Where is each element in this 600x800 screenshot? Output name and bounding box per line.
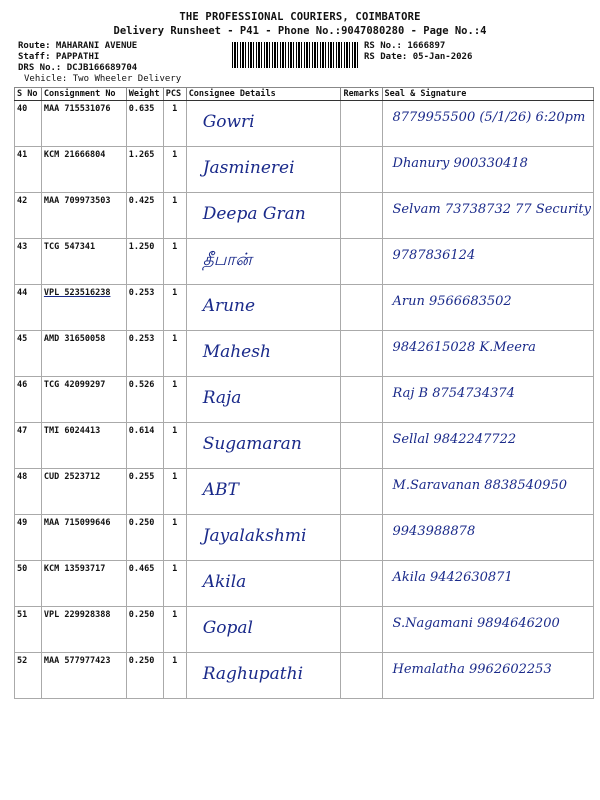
cell-sno bbox=[15, 469, 42, 515]
cell-remarks bbox=[341, 331, 382, 377]
cell-weight bbox=[126, 239, 163, 285]
handwritten-signature: Arun 9566683502 bbox=[392, 294, 512, 309]
cell-pcs-text: 1 bbox=[172, 426, 178, 436]
handwritten-signature: Akila 9442630871 bbox=[392, 570, 513, 585]
cell-consignment bbox=[41, 469, 126, 515]
cell-consignee bbox=[186, 147, 341, 193]
cell-sno bbox=[15, 653, 42, 699]
cell-remarks bbox=[341, 515, 382, 561]
cell-consignee bbox=[186, 101, 341, 147]
cell-consignment bbox=[41, 423, 126, 469]
handwritten-signature: Dhanury 900330418 bbox=[392, 156, 528, 171]
cell-consignment bbox=[41, 515, 126, 561]
cell-weight-text: 0.250 bbox=[128, 656, 155, 666]
cell-consignment bbox=[41, 653, 126, 699]
cell-weight-text: 0.250 bbox=[128, 518, 155, 528]
cell-seal bbox=[382, 469, 593, 515]
cell-pcs-text: 1 bbox=[172, 656, 178, 666]
cell-consignee bbox=[186, 331, 341, 377]
cell-sno-text: 42 bbox=[17, 196, 28, 206]
cell-consignment bbox=[41, 377, 126, 423]
cell-weight bbox=[126, 607, 163, 653]
cell-weight bbox=[126, 515, 163, 561]
handwritten-consignee: Akila bbox=[202, 572, 247, 592]
col-consignee: Consignee Details bbox=[186, 88, 341, 101]
cell-consignment bbox=[41, 331, 126, 377]
cell-consignee bbox=[186, 423, 341, 469]
rs-date: RS Date: 05-Jan-2026 bbox=[364, 52, 473, 62]
cell-consignment-text: VPL 523516238 bbox=[43, 288, 111, 298]
handwritten-signature: S.Nagamani 9894646200 bbox=[392, 616, 560, 631]
cell-consignment bbox=[41, 607, 126, 653]
cell-pcs-text: 1 bbox=[172, 196, 178, 206]
cell-remarks bbox=[341, 607, 382, 653]
cell-weight bbox=[126, 101, 163, 147]
cell-seal bbox=[382, 101, 593, 147]
handwritten-consignee: Jayalakshmi bbox=[202, 526, 307, 546]
cell-sno bbox=[15, 607, 42, 653]
cell-remarks bbox=[341, 193, 382, 239]
cell-pcs bbox=[163, 607, 186, 653]
table-row bbox=[15, 193, 594, 239]
cell-sno bbox=[15, 193, 42, 239]
cell-sno-text: 40 bbox=[17, 104, 28, 114]
cell-consignment-text: TMI 6024413 bbox=[43, 426, 101, 436]
cell-consignment-text: TCG 547341 bbox=[43, 242, 96, 252]
cell-consignment-text: CUD 2523712 bbox=[43, 472, 101, 482]
table-row bbox=[15, 101, 594, 147]
cell-pcs bbox=[163, 331, 186, 377]
cell-pcs bbox=[163, 561, 186, 607]
table-row bbox=[15, 285, 594, 331]
cell-seal bbox=[382, 423, 593, 469]
cell-sno-text: 48 bbox=[17, 472, 28, 482]
cell-pcs bbox=[163, 193, 186, 239]
cell-consignee bbox=[186, 515, 341, 561]
cell-seal bbox=[382, 147, 593, 193]
cell-sno bbox=[15, 285, 42, 331]
cell-sno-text: 44 bbox=[17, 288, 28, 298]
handwritten-consignee: Sugamaran bbox=[202, 434, 302, 454]
cell-consignment-text: MAA 715099646 bbox=[43, 518, 111, 528]
cell-pcs-text: 1 bbox=[172, 472, 178, 482]
cell-sno bbox=[15, 423, 42, 469]
cell-remarks bbox=[341, 101, 382, 147]
cell-remarks bbox=[341, 377, 382, 423]
handwritten-consignee: Gopal bbox=[202, 618, 253, 638]
cell-consignee bbox=[186, 653, 341, 699]
cell-sno bbox=[15, 239, 42, 285]
cell-consignment bbox=[41, 147, 126, 193]
cell-consignment-text: KCM 13593717 bbox=[43, 564, 106, 574]
handwritten-signature: 9842615028 K.Meera bbox=[392, 340, 536, 355]
table-row bbox=[15, 653, 594, 699]
cell-sno-text: 47 bbox=[17, 426, 28, 436]
cell-consignee bbox=[186, 285, 341, 331]
cell-pcs-text: 1 bbox=[172, 518, 178, 528]
cell-weight bbox=[126, 653, 163, 699]
runsheet-table bbox=[14, 87, 594, 699]
staff-label: Staff: PAPPATHI bbox=[18, 52, 100, 62]
cell-weight bbox=[126, 377, 163, 423]
cell-weight-text: 0.635 bbox=[128, 104, 155, 114]
rs-number: RS No.: 1666897 bbox=[364, 41, 446, 51]
drs-label: DRS No.: DCJB166689704 bbox=[18, 63, 138, 73]
cell-weight bbox=[126, 423, 163, 469]
cell-remarks bbox=[341, 469, 382, 515]
company-title: THE PROFESSIONAL COURIERS, COIMBATORE bbox=[179, 11, 421, 23]
cell-seal bbox=[382, 607, 593, 653]
cell-consignee bbox=[186, 239, 341, 285]
col-consignment: Consignment No bbox=[41, 88, 126, 101]
cell-consignment-text: MAA 577977423 bbox=[43, 656, 111, 666]
cell-weight bbox=[126, 193, 163, 239]
table-row bbox=[15, 239, 594, 285]
cell-consignment-text: TCG 42099297 bbox=[43, 380, 106, 390]
route-label: Route: MAHARANI AVENUE bbox=[18, 41, 138, 51]
table-row bbox=[15, 377, 594, 423]
cell-consignee bbox=[186, 607, 341, 653]
handwritten-signature: 9943988878 bbox=[392, 524, 476, 539]
handwritten-signature: Hemalatha 9962602253 bbox=[392, 662, 552, 677]
cell-pcs-text: 1 bbox=[172, 380, 178, 390]
vehicle-label: Vehicle: Two Wheeler Delivery bbox=[24, 74, 182, 84]
cell-pcs-text: 1 bbox=[172, 242, 178, 252]
cell-sno-text: 46 bbox=[17, 380, 28, 390]
handwritten-signature: 8779955500 (5/1/26) 6:20pm bbox=[392, 110, 586, 125]
cell-seal bbox=[382, 285, 593, 331]
cell-weight-text: 0.255 bbox=[128, 472, 155, 482]
cell-consignment-text: AMD 31650058 bbox=[43, 334, 106, 344]
cell-pcs-text: 1 bbox=[172, 150, 178, 160]
cell-seal bbox=[382, 377, 593, 423]
handwritten-signature: Sellal 9842247722 bbox=[392, 432, 517, 447]
cell-pcs bbox=[163, 285, 186, 331]
handwritten-signature: 9787836124 bbox=[392, 248, 476, 263]
handwritten-signature: Raj B 8754734374 bbox=[392, 386, 515, 401]
cell-weight-text: 0.250 bbox=[128, 610, 155, 620]
cell-sno bbox=[15, 101, 42, 147]
cell-sno-text: 52 bbox=[17, 656, 28, 666]
cell-weight-text: 0.253 bbox=[128, 288, 155, 298]
cell-sno-text: 51 bbox=[17, 610, 28, 620]
col-remarks: Remarks bbox=[341, 88, 382, 101]
handwritten-consignee: தீபான் bbox=[202, 250, 252, 270]
cell-weight bbox=[126, 561, 163, 607]
cell-weight-text: 0.526 bbox=[128, 380, 155, 390]
cell-sno-text: 41 bbox=[17, 150, 28, 160]
cell-sno bbox=[15, 515, 42, 561]
handwritten-consignee: Arune bbox=[202, 296, 256, 316]
cell-pcs bbox=[163, 515, 186, 561]
cell-weight bbox=[126, 147, 163, 193]
cell-sno bbox=[15, 147, 42, 193]
col-weight: Weight bbox=[126, 88, 163, 101]
cell-seal bbox=[382, 193, 593, 239]
cell-pcs-text: 1 bbox=[172, 288, 178, 298]
cell-sno-text: 50 bbox=[17, 564, 28, 574]
handwritten-consignee: Jasminerei bbox=[202, 158, 295, 178]
cell-sno bbox=[15, 377, 42, 423]
cell-pcs bbox=[163, 147, 186, 193]
col-pcs: PCS bbox=[163, 88, 186, 101]
cell-seal bbox=[382, 331, 593, 377]
table-header-row bbox=[15, 88, 594, 101]
cell-pcs bbox=[163, 377, 186, 423]
cell-consignment bbox=[41, 239, 126, 285]
cell-weight-text: 0.614 bbox=[128, 426, 155, 436]
cell-weight-text: 1.265 bbox=[128, 150, 155, 160]
cell-weight bbox=[126, 331, 163, 377]
cell-remarks bbox=[341, 561, 382, 607]
cell-consignment bbox=[41, 561, 126, 607]
cell-weight bbox=[126, 469, 163, 515]
cell-sno-text: 45 bbox=[17, 334, 28, 344]
cell-seal bbox=[382, 561, 593, 607]
cell-weight-text: 0.253 bbox=[128, 334, 155, 344]
table-row bbox=[15, 331, 594, 377]
cell-remarks bbox=[341, 147, 382, 193]
handwritten-consignee: Gowri bbox=[202, 112, 255, 132]
table-row bbox=[15, 607, 594, 653]
cell-weight-text: 0.425 bbox=[128, 196, 155, 206]
cell-weight bbox=[126, 285, 163, 331]
cell-sno bbox=[15, 561, 42, 607]
cell-sno-text: 43 bbox=[17, 242, 28, 252]
cell-sno bbox=[15, 331, 42, 377]
cell-pcs bbox=[163, 101, 186, 147]
table-row bbox=[15, 469, 594, 515]
handwritten-consignee: Raja bbox=[202, 388, 242, 408]
cell-consignment-text: VPL 229928388 bbox=[43, 610, 111, 620]
cell-pcs bbox=[163, 653, 186, 699]
cell-consignment-text: KCM 21666804 bbox=[43, 150, 106, 160]
table-row bbox=[15, 147, 594, 193]
cell-remarks bbox=[341, 423, 382, 469]
cell-consignee bbox=[186, 193, 341, 239]
cell-consignee bbox=[186, 469, 341, 515]
handwritten-signature: M.Saravanan 8838540950 bbox=[392, 478, 568, 493]
cell-pcs-text: 1 bbox=[172, 104, 178, 114]
table-row bbox=[15, 423, 594, 469]
cell-pcs-text: 1 bbox=[172, 564, 178, 574]
table-row bbox=[15, 515, 594, 561]
handwritten-signature: Selvam 73738732 77 Security bbox=[392, 202, 591, 217]
cell-weight-text: 1.250 bbox=[128, 242, 155, 252]
cell-consignment bbox=[41, 193, 126, 239]
cell-consignee bbox=[186, 561, 341, 607]
cell-consignment bbox=[41, 101, 126, 147]
cell-seal bbox=[382, 653, 593, 699]
cell-weight-text: 0.465 bbox=[128, 564, 155, 574]
cell-pcs bbox=[163, 469, 186, 515]
handwritten-consignee: Deepa Gran bbox=[202, 204, 306, 224]
cell-seal bbox=[382, 515, 593, 561]
cell-consignment bbox=[41, 285, 126, 331]
cell-remarks bbox=[341, 239, 382, 285]
handwritten-consignee: ABT bbox=[202, 480, 239, 500]
handwritten-consignee: Raghupathi bbox=[202, 664, 304, 684]
cell-pcs bbox=[163, 423, 186, 469]
cell-pcs-text: 1 bbox=[172, 334, 178, 344]
col-seal: Seal & Signature bbox=[382, 88, 593, 101]
col-sno: S No bbox=[15, 88, 42, 101]
table-row bbox=[15, 561, 594, 607]
runsheet-title: Delivery Runsheet - P41 - Phone No.:9047080280 - Page No.:4 bbox=[113, 25, 487, 37]
cell-consignment-text: MAA 709973503 bbox=[43, 196, 111, 206]
cell-consignee bbox=[186, 377, 341, 423]
cell-sno-text: 49 bbox=[17, 518, 28, 528]
cell-remarks bbox=[341, 653, 382, 699]
cell-pcs bbox=[163, 239, 186, 285]
cell-consignment-text: MAA 715531076 bbox=[43, 104, 111, 114]
cell-pcs-text: 1 bbox=[172, 610, 178, 620]
handwritten-consignee: Mahesh bbox=[202, 342, 271, 362]
table-body bbox=[15, 101, 594, 699]
barcode-image bbox=[232, 42, 360, 68]
cell-remarks bbox=[341, 285, 382, 331]
cell-seal bbox=[382, 239, 593, 285]
